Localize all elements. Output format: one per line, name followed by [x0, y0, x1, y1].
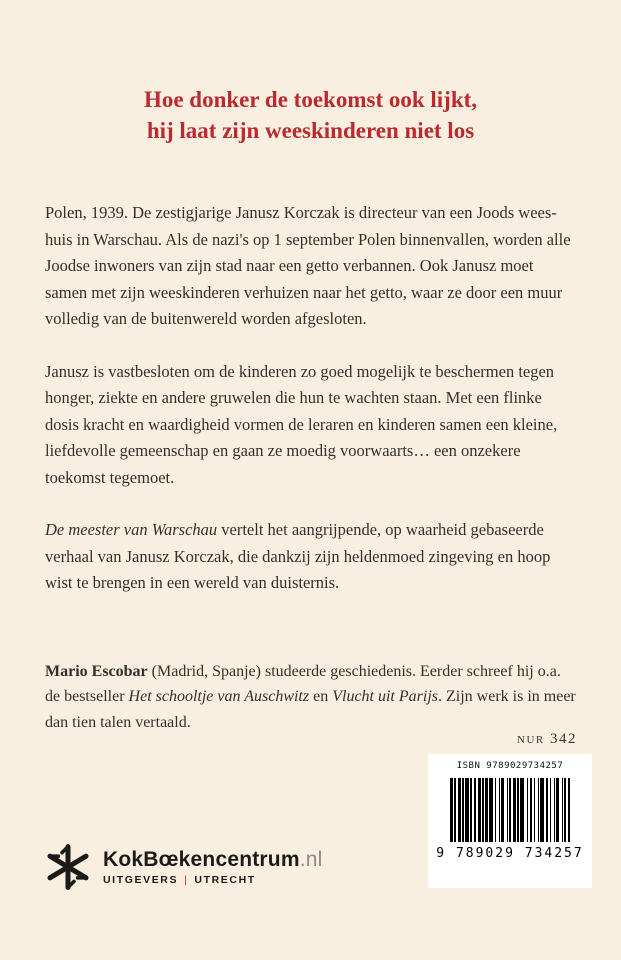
asterisk-logo-icon — [44, 843, 92, 891]
author-book-title-2: Vlucht uit Parijs — [332, 688, 438, 705]
tagline-separator: | — [184, 874, 189, 887]
synopsis — [45, 200, 576, 597]
author-bio-text-1: (Madrid, Spanje) studeerde geschiedenis. Eerder schreef hij o.a. de bestseller — [45, 662, 561, 705]
barcode-number: 9 789029 734257 — [436, 846, 584, 861]
nur-code: nur 342 — [517, 731, 577, 747]
headline — [0, 84, 621, 146]
publisher-tagline — [103, 874, 322, 886]
book-title-italic: De meester van Warschau — [45, 520, 218, 539]
synopsis-paragraph-3-rest: vertelt het aangrijpende, op waarheid gebaseerde verhaal van Janusz Korczak, die dankzij zijn heldenmoed zingeving en hoop wist te brengen in een wereld van duisternis. — [45, 520, 551, 592]
publisher-brand-main: KokBœkencentrum — [103, 847, 300, 871]
publisher-tagline-right: UTRECHT — [194, 874, 256, 887]
publisher-brand-suffix: .nl — [299, 847, 323, 871]
synopsis-paragraph-2: Janusz is vastbesloten om de kinderen zo goed mogelijk te beschermen tegen honger, ziekte en andere gruwelen die hun te wachten staan. Met een flinke dosis kracht en waardigheid vormen de leraren en kinderen samen een kleine, liefdevolle gemeenschap en gaan ze moedig voorwaarts… een onzekere toekomst tegemoet. — [45, 361, 558, 487]
author-bio-text-2: en — [309, 688, 333, 705]
publisher-text — [103, 848, 322, 886]
synopsis-paragraph-1: Polen, 1939. De zestigjarige Janusz Korczak is directeur van een Joods weeshuis in Warschau. Als de nazi's op 1 september Polen binnenvallen, worden alle Joodse inwoners van zijn stad naar een getto verbannen. Ook Janusz moet samen met zijn weeskinderen verhuizen naar het getto, waar ze door een muur volledig van de buitenwereld worden afgesloten. — [45, 203, 571, 328]
author-bio — [45, 659, 576, 736]
isbn-label: ISBN 9789029734257 — [456, 761, 564, 771]
author-book-title-1: Het schooltje van Auschwitz — [128, 688, 310, 705]
barcode-bars — [450, 778, 570, 842]
author-name: Mario Escobar — [45, 662, 148, 680]
publisher-brand — [103, 848, 322, 871]
synopsis-paragraph-3 — [45, 517, 576, 597]
publisher-tagline-left: UITGEVERS — [103, 874, 179, 887]
headline-line-2: hij laat zijn weeskinderen niet los — [146, 118, 475, 143]
author-bio-text-3: . Zijn werk is in meer dan tien talen vertaald. — [45, 688, 576, 731]
headline-line-1: Hoe donker de toekomst ook lijkt, — [143, 87, 478, 112]
barcode — [428, 754, 592, 888]
publisher-logo — [44, 843, 322, 891]
